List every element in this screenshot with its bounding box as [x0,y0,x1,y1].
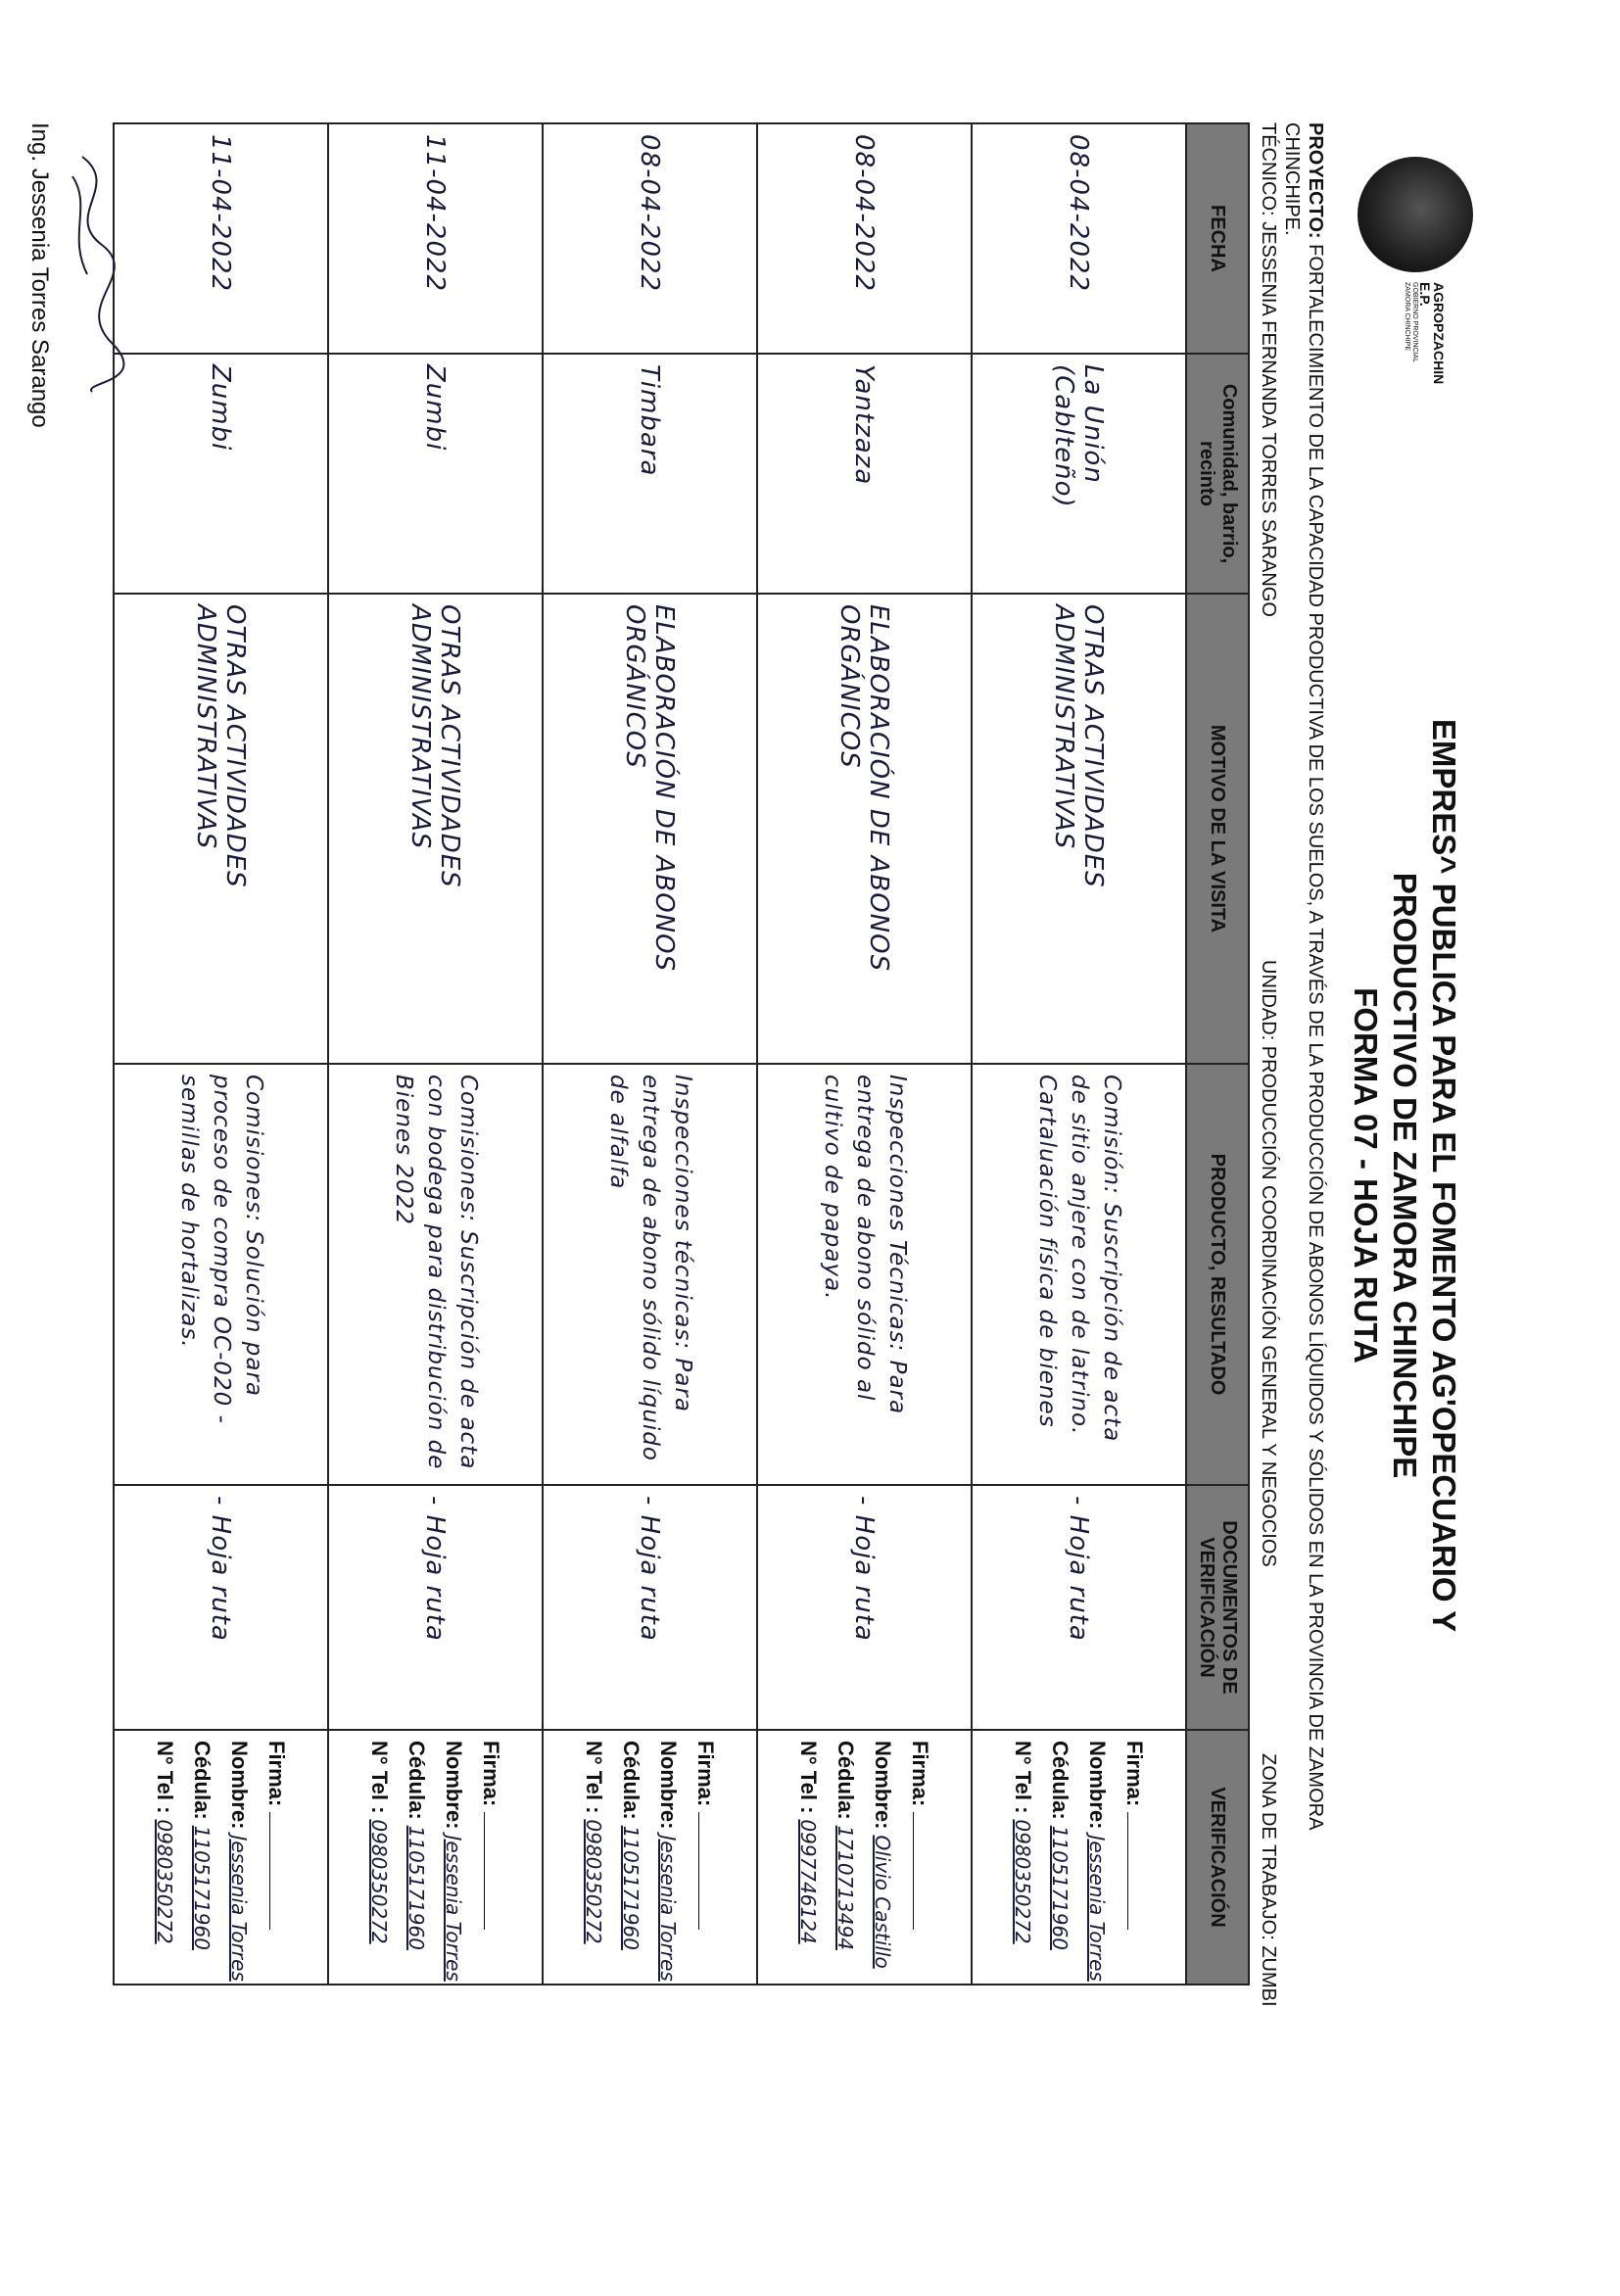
header-verificacion: VERIFICACIÓN [1186,1730,1249,1985]
cell-comunidad: Yantzaza [757,354,972,594]
verif-cedula-value: 1105171960 [405,1825,429,1950]
title-line-3: FORMA 07 - HOJA RUTA [1348,987,1384,1363]
verif-nombre [436,1741,473,1982]
cell-comunidad: Zumbi [328,354,543,594]
verif-nombre-label: Nombre: [442,1741,467,1830]
verif-cedula-label: Cédula: [619,1741,644,1820]
handwritten-signature [485,1812,486,1930]
verif-firma [1117,1741,1154,1974]
verif-cedula [613,1741,650,1974]
proyecto-line: PROYECTO: FORTALECIMIENTO DE LA CAPACIDAD PRODUCTIVA DE LOS SUELOS, A TRAVÉS DE LA PRODUCCIÓN DE ABONOS LÍQUIDOS Y SÓLIDOS EN LA PROVINCIA DE ZAMORA [1305,122,1326,1831]
verif-cedula [399,1741,436,1974]
verif-firma-label: Firma: [908,1741,933,1807]
verif-tel [361,1741,399,1974]
cell-motivo: ELABORACIÓN DE ABONOS ORGÁNICOS [757,594,972,1064]
cell-fecha: 08-04-2022 [972,123,1186,354]
verif-nombre-label: Nombre: [227,1741,253,1830]
cell-verificacion [757,1730,972,1985]
title-line-2: PRODUCTIVO DE ZAMORA CHINCHIPE [1387,872,1423,1479]
verif-tel-value: 0980350272 [582,1819,606,1944]
verif-firma [259,1741,296,1974]
cell-documentos: - Hoja ruta [757,1485,972,1730]
cell-producto: Comisión: Suscripción de acta de sitio anjere con de latrino. Cartaluación física de bienes [972,1064,1186,1485]
table-row [972,123,1186,1985]
handwritten-signature [270,1812,271,1930]
cell-fecha: 11-04-2022 [114,123,328,354]
table-row [114,123,328,1985]
signer-name: Ing. Jessenia Torres Sarango [26,122,53,428]
verif-cedula-label: Cédula: [190,1741,215,1820]
header-documentos: DOCUMENTOS DE VERIFICACIÓN [1186,1485,1249,1730]
verif-firma [688,1741,725,1974]
hoja-ruta-table [113,122,1250,1985]
cell-documentos: - Hoja ruta [328,1485,543,1730]
cell-comunidad: Zumbi [114,354,328,594]
handwritten-signature [1128,1812,1129,1930]
verif-tel-label: N° Tel : [582,1741,607,1814]
cell-motivo: OTRAS ACTIVIDADES ADMINISTRATIVAS [328,594,543,1064]
verif-tel-label: N° Tel : [796,1741,822,1814]
verif-firma-label: Firma: [693,1741,719,1807]
unidad-line: UNIDAD: PRODUCCIÓN COORDINACIÓN GENERAL Y NEGOCIOS [1258,960,1279,1567]
cell-motivo: OTRAS ACTIVIDADES ADMINISTRATIVAS [972,594,1186,1064]
verif-cedula-value: 1105171960 [1048,1825,1072,1950]
verif-nombre [865,1741,902,1974]
logo-text: AGROPZACHIN E.P. GOBIERNO PROVINCIAL ZAMORA CHINCHIPE [1404,282,1447,385]
cell-documentos: - Hoja ruta [114,1485,328,1730]
cell-fecha: 11-04-2022 [328,123,543,354]
cell-verificacion [328,1730,543,1985]
handwritten-signature [699,1812,700,1930]
cell-documentos: - Hoja ruta [543,1485,757,1730]
verif-tel-label: N° Tel : [367,1741,393,1814]
verif-firma [902,1741,939,1974]
header-motivo: MOTIVO DE LA VISITA [1186,594,1249,1064]
verif-cedula [828,1741,865,1974]
title-line-1: EMPRES^ PUBLICA PARA EL FOMENTO AG'OPECUARIO Y [1426,718,1462,1633]
verif-cedula-value: 1710713494 [834,1825,858,1950]
verif-cedula [1042,1741,1079,1974]
verif-tel [790,1741,828,1974]
verif-nombre-label: Nombre: [656,1741,682,1830]
cell-fecha: 08-04-2022 [543,123,757,354]
verif-nombre-value: Jessenia Torres [656,1835,681,1982]
verif-tel-value: 0980350272 [367,1819,392,1944]
verif-tel [576,1741,613,1974]
verif-nombre [650,1741,688,1982]
cell-verificacion [972,1730,1186,1985]
verif-tel-value: 0997746124 [796,1819,821,1944]
cell-producto: Inspecciones técnicas: Para entrega de abono sólido líquido de alfalfa [543,1064,757,1485]
logo [1336,157,1473,402]
verif-tel-value: 0980350272 [153,1819,177,1944]
verif-tel-label: N° Tel : [1011,1741,1036,1814]
table-row [328,123,543,1985]
verif-firma-label: Firma: [1122,1741,1148,1807]
logo-emblem-icon [1358,157,1473,272]
verif-tel [1005,1741,1042,1974]
verif-nombre-value: Jessenia Torres [442,1835,466,1982]
verif-nombre-label: Nombre: [1085,1741,1111,1830]
verif-cedula-label: Cédula: [405,1741,430,1820]
cell-producto: Inspecciones Técnicas: Para entrega de abono sólido al cultivo de papaya. [757,1064,972,1485]
cell-motivo: OTRAS ACTIVIDADES ADMINISTRATIVAS [114,594,328,1064]
verif-firma-label: Firma: [264,1741,290,1807]
cell-verificacion [543,1730,757,1985]
tecnico-line: TÉCNICO: JESSENIA FERNANDA TORRES SARANGO [1258,122,1279,617]
header-producto: PRODUCTO, RESULTADO [1186,1064,1249,1485]
cell-comunidad: Timbara [543,354,757,594]
verif-nombre-value: Olivio Castillo [871,1835,895,1969]
verif-nombre [1079,1741,1117,1982]
cell-comunidad: La Unión (Cablteño) [972,354,1186,594]
proyecto-continuation: CHINCHIPE. [1281,122,1303,236]
verif-tel-label: N° Tel : [153,1741,178,1814]
verif-tel-value: 0980350272 [1011,1819,1035,1944]
table-row [543,123,757,1985]
verif-cedula-value: 1105171960 [190,1825,214,1950]
zona-line: ZONA DE TRABAJO: ZUMBI [1258,1753,1279,2007]
verif-firma [473,1741,510,1974]
header-fecha: FECHA [1186,123,1249,354]
verif-cedula-value: 1105171960 [619,1825,643,1950]
cell-producto: Comisiones: Suscripción de acta con bodega para distribución de Bienes 2022 [328,1064,543,1485]
verif-nombre-label: Nombre: [871,1741,896,1830]
cell-fecha: 08-04-2022 [757,123,972,354]
handwritten-signature [914,1812,915,1930]
verif-tel [147,1741,184,1974]
footer-signature [53,147,131,402]
header-comunidad: Comunidad, barrio, recinto [1186,354,1249,594]
cell-producto: Comisiones: Solución para proceso de compra OC-020 - semillas de hortalizas. [114,1064,328,1485]
cell-documentos: - Hoja ruta [972,1485,1186,1730]
verif-nombre-value: Jessenia Torres [227,1835,252,1982]
verif-nombre-value: Jessenia Torres [1085,1835,1110,1982]
cell-motivo: ELABORACIÓN DE ABONOS ORGÁNICOS [543,594,757,1064]
verif-nombre [221,1741,259,1982]
verif-firma-label: Firma: [479,1741,504,1807]
verif-cedula-label: Cédula: [834,1741,859,1820]
table-header-row [1186,123,1249,1985]
verif-cedula [184,1741,221,1974]
table-row [757,123,972,1985]
verif-cedula-label: Cédula: [1048,1741,1073,1820]
cell-verificacion [114,1730,328,1985]
